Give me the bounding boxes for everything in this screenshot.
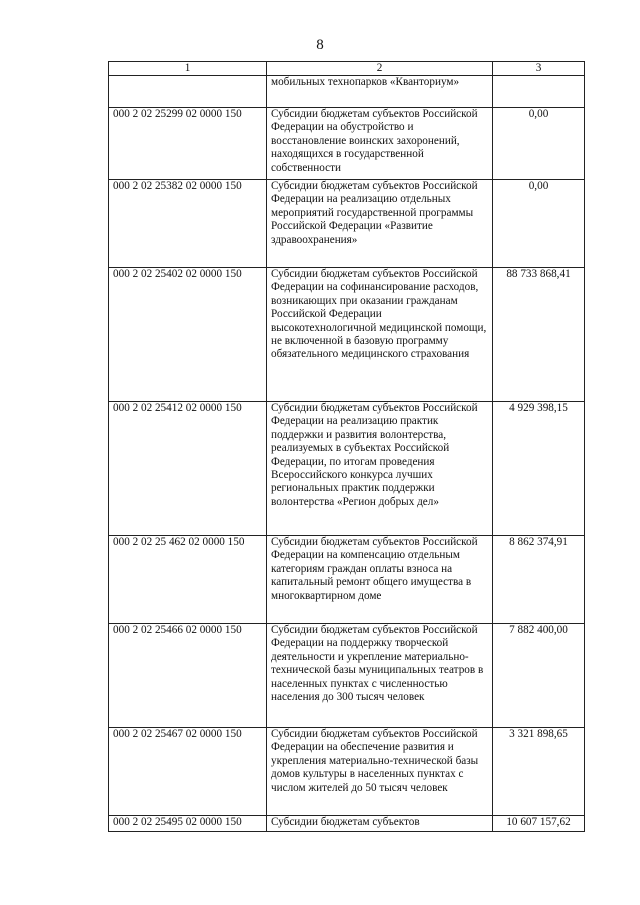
budget-code-cell: 000 2 02 25495 02 0000 150 — [109, 816, 267, 832]
budget-code-cell: 000 2 02 25299 02 0000 150 — [109, 108, 267, 180]
budget-code-cell: 000 2 02 25382 02 0000 150 — [109, 180, 267, 268]
budget-code-cell: 000 2 02 25412 02 0000 150 — [109, 402, 267, 536]
description-cell: Субсидии бюджетам субъектов Российской Федерации на реализацию практик поддержки и развития волонтерства, реализуемых в субъектах Российской Федерации, по итогам проведения Всероссийского конкурса лучших региональных практик поддержки волонтерства «Регион добрых дел» — [267, 402, 493, 536]
budget-code-cell — [109, 76, 267, 108]
column-header-3: 3 — [493, 62, 585, 76]
amount-cell: 8 862 374,91 — [493, 536, 585, 624]
description-cell: Субсидии бюджетам субъектов Российской Федерации на компенсацию отдельным категориям граждан оплаты взноса на капитальный ремонт общего имущества в многоквартирном доме — [267, 536, 493, 624]
budget-code-cell: 000 2 02 25402 02 0000 150 — [109, 268, 267, 402]
amount-cell: 10 607 157,62 — [493, 816, 585, 832]
amount-cell: 4 929 398,15 — [493, 402, 585, 536]
table-row — [109, 108, 585, 180]
table-row — [109, 402, 585, 536]
table-row — [109, 728, 585, 816]
table-row — [109, 180, 585, 268]
description-cell: мобильных технопарков «Кванториум» — [267, 76, 493, 108]
table-header-row — [109, 62, 585, 76]
amount-cell — [493, 76, 585, 108]
description-cell: Субсидии бюджетам субъектов Российской Федерации на обустройство и восстановление воинских захоронений, находящихся в государственной собственности — [267, 108, 493, 180]
table-row — [109, 536, 585, 624]
table-row — [109, 816, 585, 832]
description-cell: Субсидии бюджетам субъектов Российской Федерации на обеспечение развития и укрепления материально-технической базы домов культуры в населенных пунктах с числом жителей до 50 тысяч человек — [267, 728, 493, 816]
amount-cell: 7 882 400,00 — [493, 624, 585, 728]
table-row — [109, 624, 585, 728]
amount-cell: 3 321 898,65 — [493, 728, 585, 816]
description-cell: Субсидии бюджетам субъектов Российской Федерации на поддержку творческой деятельности и укрепление материально-технической базы муниципальных театров в населенных пунктах с численностью населения до 300 тысяч человек — [267, 624, 493, 728]
table-row — [109, 268, 585, 402]
budget-revenue-table — [108, 61, 585, 832]
description-cell: Субсидии бюджетам субъектов Российской Федерации на софинансирование расходов, возникающих при оказании гражданам Российской Федерации высокотехнологичной медицинской помощи, не включенной в базовую программу обязательного медицинского страхования — [267, 268, 493, 402]
page-number: 8 — [316, 37, 324, 53]
budget-code-cell: 000 2 02 25466 02 0000 150 — [109, 624, 267, 728]
table-row — [109, 76, 585, 108]
column-header-1: 1 — [109, 62, 267, 76]
description-cell: Субсидии бюджетам субъектов — [267, 816, 493, 832]
amount-cell: 0,00 — [493, 108, 585, 180]
description-cell: Субсидии бюджетам субъектов Российской Федерации на реализацию отдельных мероприятий государственной программы Российской Федерации «Развитие здравоохранения» — [267, 180, 493, 268]
budget-code-cell: 000 2 02 25 462 02 0000 150 — [109, 536, 267, 624]
amount-cell: 88 733 868,41 — [493, 268, 585, 402]
column-header-2: 2 — [267, 62, 493, 76]
budget-code-cell: 000 2 02 25467 02 0000 150 — [109, 728, 267, 816]
amount-cell: 0,00 — [493, 180, 585, 268]
